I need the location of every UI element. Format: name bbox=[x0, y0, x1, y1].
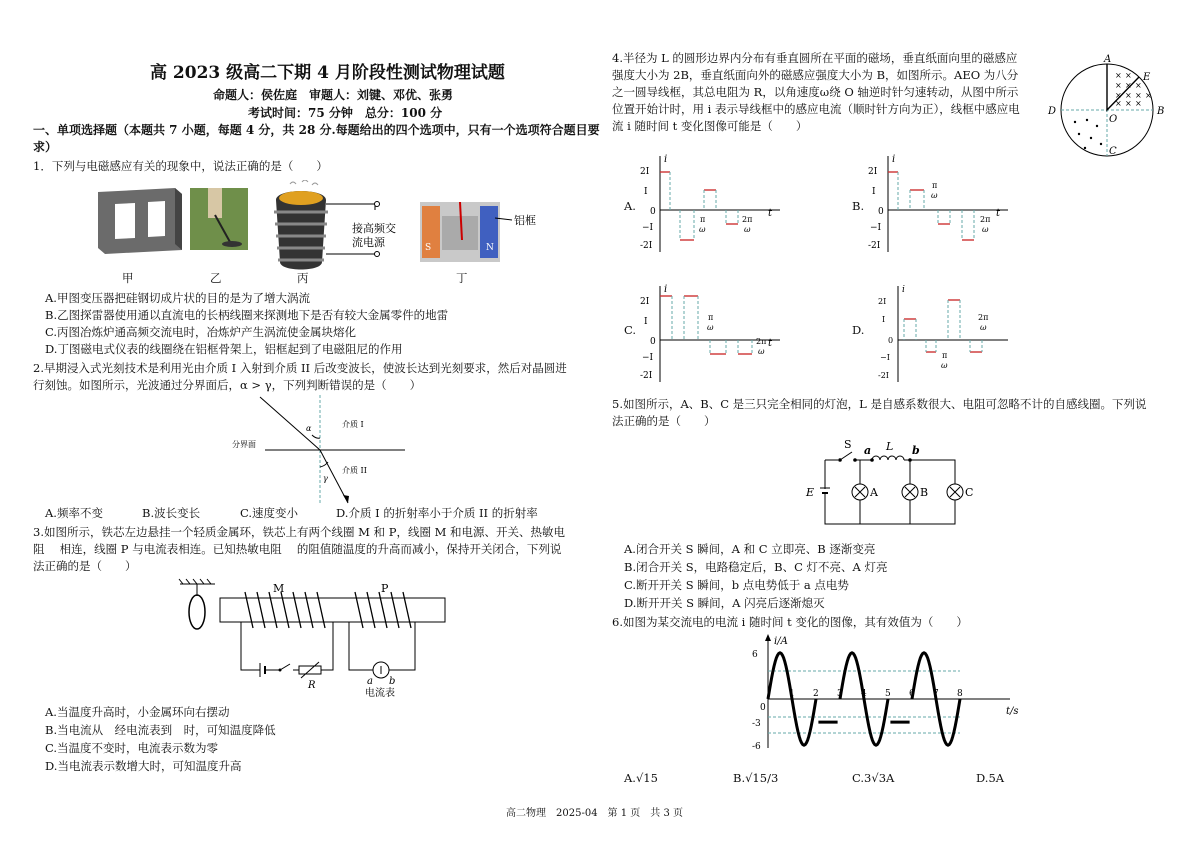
section-heading: 一、单项选择题（本题共 7 小题，每题 4 分，共 28 分.每题给出的四个选项中，只有一个选项符合题目要 bbox=[33, 123, 600, 137]
ammeter-label: 电流表 bbox=[365, 688, 395, 699]
q6-xtick: 4 bbox=[861, 689, 867, 699]
lamp-b bbox=[902, 484, 918, 500]
section-heading-cont: 求） bbox=[33, 140, 58, 154]
lamp-a-label: A bbox=[870, 486, 878, 499]
q4-stem-3: 之一圆导线框，其总电阻为 R，以角速度ω绕 O 轴逆时针匀速转动，从图中所示 bbox=[612, 85, 1019, 99]
node-a-label: a bbox=[864, 444, 872, 457]
authors-line: 命题人：侯佐庭 审题人：刘键、邓优、张勇 bbox=[213, 88, 454, 102]
inductor-label: L bbox=[886, 440, 894, 453]
svg-text:−I: −I bbox=[880, 353, 890, 362]
q6-ytick: -3 bbox=[752, 719, 761, 730]
q2-option-d: D.介质 I 的折射率小于介质 II 的折射率 bbox=[336, 506, 538, 520]
q6-xtick: 1 bbox=[789, 689, 795, 699]
q4-option-d-label: D. bbox=[852, 323, 865, 337]
svg-text:2π: 2π bbox=[978, 313, 989, 322]
q1-stem: 1．下列与电磁感应有关的现象中，说法正确的是（ ） bbox=[33, 159, 328, 173]
q4-stem-2: 强度大小为 2B，垂直纸面向外的磁感应强度大小为 B，如图所示。AEO 为八分 bbox=[612, 68, 1019, 82]
q5-option-a: A.闭合开关 S 瞬间，A 和 C 立即亮、B 逐渐变亮 bbox=[624, 542, 876, 556]
ammeter-terminal-a: a bbox=[367, 676, 373, 687]
svg-text:×: × bbox=[1115, 71, 1122, 80]
svg-text:I: I bbox=[872, 187, 876, 197]
q1-option-a: A.甲图变压器把硅钢切成片状的目的是为了增大涡流 bbox=[45, 291, 310, 305]
q5-stem-2: 法正确的是（ ） bbox=[612, 414, 716, 428]
q6-xtick: 3 bbox=[837, 689, 843, 699]
svg-text:ω: ω bbox=[982, 225, 989, 234]
svg-text:π: π bbox=[708, 313, 714, 322]
q5-option-b: B.闭合开关 S，电路稳定后，B、C 灯不亮、A 灯亮 bbox=[624, 560, 888, 574]
q6-option-c: C.3√3A bbox=[852, 771, 895, 785]
svg-text:ω: ω bbox=[941, 361, 948, 370]
svg-text:2π: 2π bbox=[742, 215, 753, 224]
svg-text:2I: 2I bbox=[868, 167, 878, 177]
svg-text:S: S bbox=[425, 243, 432, 253]
q3-option-b: B.当电流从 经电流表到 时，可知温度降低 bbox=[45, 723, 276, 737]
q1-label-ding: 丁 bbox=[456, 271, 468, 285]
furnace-label-2: 流电源 bbox=[352, 236, 385, 249]
svg-text:t: t bbox=[768, 338, 773, 349]
circle-label-b: B bbox=[1157, 106, 1165, 117]
svg-text:t: t bbox=[768, 208, 773, 219]
q6-option-a: A.√15 bbox=[624, 771, 658, 785]
q6-option-d: D.5A bbox=[976, 771, 1005, 785]
galvanometer-image bbox=[420, 202, 512, 262]
lamp-a bbox=[852, 484, 868, 500]
mine-detector-image bbox=[190, 188, 248, 250]
q1-option-d: D.丁图磁电式仪表的线圈绕在铝框骨架上，铝框起到了电磁阻尼的作用 bbox=[45, 342, 403, 356]
svg-text:×: × bbox=[1115, 99, 1122, 108]
q5-stem-1: 5.如图所示，A、B、C 是三只完全相同的灯泡，L 是自感系数很大、电阻可忽略不计的自感线圈。下列说 bbox=[612, 397, 1147, 411]
lamp-b-label: B bbox=[920, 486, 929, 499]
svg-text:−I: −I bbox=[642, 223, 654, 233]
q6-xtick: 8 bbox=[957, 689, 963, 699]
svg-text:-2I: -2I bbox=[640, 371, 653, 381]
q3-circuit-figure bbox=[175, 578, 455, 700]
svg-text:-2I: -2I bbox=[878, 371, 889, 380]
q3-option-d: D.当电流表示数增大时，可知温度升高 bbox=[45, 759, 242, 773]
svg-text:I: I bbox=[882, 315, 886, 324]
q6-stem: 6.如图为某交流电的电流 i 随时间 t 变化的图像，其有效值为（ ） bbox=[612, 615, 968, 629]
svg-text:×: × bbox=[1125, 99, 1132, 108]
q3-stem-2: 阻 相连，线圈 P 与电流表相连。已知热敏电阻 的阻值随温度的升高而减小，保持开关闭合，下列说 bbox=[33, 542, 562, 556]
switch-label: S bbox=[844, 438, 852, 451]
q4-option-c-label: C. bbox=[624, 323, 637, 337]
svg-text:2π: 2π bbox=[980, 215, 991, 224]
page-footer: 高二物理 2025-04 第 1 页 共 3 页 bbox=[506, 808, 683, 819]
q5-circuit-figure bbox=[800, 432, 980, 532]
q2-refraction-figure bbox=[230, 395, 410, 505]
svg-text:i: i bbox=[902, 285, 905, 295]
q2-option-a: A.频率不变 bbox=[45, 506, 103, 520]
q4-option-b-label: B. bbox=[852, 199, 865, 213]
q2-option-b: B.波长变长 bbox=[142, 506, 201, 520]
svg-text:×: × bbox=[1135, 81, 1142, 90]
aluminum-frame-label: 铝框 bbox=[514, 214, 536, 227]
emf-label: E bbox=[806, 486, 815, 499]
q3-option-c: C.当温度不变时，电流表示数为零 bbox=[45, 741, 219, 755]
q1-option-c: C.丙图冶炼炉通高频交流电时，冶炼炉产生涡流使金属块熔化 bbox=[45, 325, 357, 339]
circle-label-e: E bbox=[1143, 72, 1151, 83]
q6-ytick: 6 bbox=[752, 649, 758, 660]
q6-option-b: B.√15/3 bbox=[733, 771, 779, 785]
node-b-label: b bbox=[912, 444, 920, 457]
q4-stem-4: 位置开始计时，用 i 表示导线框中的感应电流（顺时针方向为正），线框中感应电 bbox=[612, 102, 1020, 116]
q4-option-a-label: A. bbox=[624, 199, 636, 213]
q1-figures-svg bbox=[90, 180, 570, 285]
q4-stem-1: 4.半径为 L 的圆形边界内分布有垂直圆所在平面的磁场，垂直纸面向里的磁感应 bbox=[612, 51, 1018, 65]
q6-xlabel: t/s bbox=[1006, 706, 1019, 717]
svg-text:0: 0 bbox=[650, 337, 656, 347]
q1-label-yi: 乙 bbox=[210, 271, 222, 285]
q4-graph-b bbox=[868, 152, 1018, 256]
svg-text:0: 0 bbox=[878, 207, 884, 217]
q1-label-jia: 甲 bbox=[122, 271, 134, 285]
svg-text:ω: ω bbox=[707, 323, 714, 332]
svg-text:i: i bbox=[892, 154, 896, 165]
svg-text:×: × bbox=[1115, 91, 1122, 100]
svg-text:ω: ω bbox=[980, 323, 987, 332]
q4-graph-a bbox=[640, 152, 790, 256]
circle-label-o: O bbox=[1109, 114, 1118, 125]
q1-option-b: B.乙图探雷器使用通以直流电的长柄线圈来探测地下是否有较大金属零件的地雷 bbox=[45, 308, 449, 322]
exam-info-line: 考试时间：75 分钟 总分：100 分 bbox=[248, 106, 443, 120]
svg-text:I: I bbox=[644, 187, 648, 197]
svg-text:N: N bbox=[486, 243, 494, 253]
lamp-c bbox=[947, 484, 963, 500]
svg-text:-2I: -2I bbox=[868, 241, 881, 251]
q6-ac-graph bbox=[748, 632, 1028, 752]
lamp-c-label: C bbox=[965, 486, 974, 499]
ammeter-terminal-b: b bbox=[389, 676, 396, 687]
q4-stem-5: 流 i 随时间 t 变化图像可能是（ ） bbox=[612, 119, 808, 133]
svg-text:π: π bbox=[942, 351, 948, 360]
furnace-label-1: 接高频交 bbox=[352, 222, 396, 235]
boundary-label: 分界面 bbox=[232, 440, 256, 449]
thermistor-label: R bbox=[308, 680, 316, 691]
q4-graph-c bbox=[640, 282, 790, 386]
q5-option-d: D.断开开关 S 瞬间，A 闪亮后逐渐熄灭 bbox=[624, 596, 825, 610]
q6-ytick: -6 bbox=[752, 742, 761, 752]
page-title: 高 2023 级高二下期 4 月阶段性测试物理试题 bbox=[150, 63, 505, 83]
q6-origin: 0 bbox=[760, 703, 766, 713]
circle-label-a: A bbox=[1104, 54, 1112, 65]
q6-ylabel: i/A bbox=[774, 636, 788, 647]
svg-text:×: × bbox=[1135, 99, 1142, 108]
svg-text:2π: 2π bbox=[756, 337, 767, 346]
svg-text:−I: −I bbox=[642, 353, 654, 363]
alpha-label: α bbox=[306, 424, 312, 433]
q6-xtick: 2 bbox=[813, 689, 819, 699]
metal-ring bbox=[189, 595, 205, 629]
svg-text:ω: ω bbox=[931, 191, 938, 200]
svg-text:−I: −I bbox=[870, 223, 882, 233]
svg-text:×: × bbox=[1115, 81, 1122, 90]
svg-text:×: × bbox=[1145, 91, 1152, 100]
svg-text:×: × bbox=[1125, 71, 1132, 80]
svg-text:π: π bbox=[700, 215, 706, 224]
q3-stem-3: 法正确的是（ ） bbox=[33, 559, 137, 573]
q2-stem-2: 行刻蚀。如图所示，光波通过分界面后，α > γ，下列判断错误的是（ ） bbox=[33, 378, 422, 392]
coil-m-label: M bbox=[273, 582, 285, 595]
q4-graph-d bbox=[878, 282, 1018, 386]
svg-text:ω: ω bbox=[744, 225, 751, 234]
circle-label-c: C bbox=[1109, 146, 1117, 157]
svg-text:i: i bbox=[664, 284, 668, 295]
q5-option-c: C.断开开关 S 瞬间，b 点电势低于 a 点电势 bbox=[624, 578, 849, 592]
svg-text:i: i bbox=[664, 154, 668, 165]
iron-core bbox=[220, 598, 445, 622]
svg-text:-2I: -2I bbox=[640, 241, 653, 251]
transformer-core-image bbox=[98, 188, 182, 254]
svg-text:×: × bbox=[1125, 91, 1132, 100]
svg-text:2I: 2I bbox=[640, 297, 650, 307]
svg-text:×: × bbox=[1135, 91, 1142, 100]
q4-field-circle bbox=[1045, 52, 1170, 160]
svg-text:2I: 2I bbox=[878, 297, 887, 306]
svg-text:2I: 2I bbox=[640, 167, 650, 177]
svg-text:π: π bbox=[932, 181, 938, 190]
svg-text:ω: ω bbox=[758, 347, 765, 356]
svg-text:ω: ω bbox=[699, 225, 706, 234]
circle-label-d: D bbox=[1048, 106, 1057, 117]
svg-text:0: 0 bbox=[650, 207, 656, 217]
q3-option-a: A.当温度升高时，小金属环向右摆动 bbox=[45, 705, 230, 719]
q2-stem-1: 2.早期浸入式光刻技术是利用光由介质 I 入射到介质 II 后改变波长，使波长达到光刻要求，然后对晶圆进 bbox=[33, 361, 567, 375]
medium-2-label: 介质 II bbox=[342, 466, 367, 475]
q6-xtick: 6 bbox=[909, 689, 915, 699]
gamma-label: γ bbox=[323, 474, 328, 483]
svg-text:t: t bbox=[996, 208, 1001, 219]
coil-p-label: P bbox=[381, 582, 389, 595]
q1-figures bbox=[90, 180, 570, 285]
svg-text:0: 0 bbox=[888, 336, 894, 345]
svg-text:×: × bbox=[1125, 81, 1132, 90]
q1-label-bing: 丙 bbox=[297, 271, 309, 285]
q2-option-c: C.速度变小 bbox=[240, 506, 299, 520]
q6-xtick: 7 bbox=[933, 689, 939, 699]
q3-stem-1: 3.如图所示，铁芯左边悬挂一个轻质金属环，铁芯上有两个线圈 M 和 P，线圈 M 和电源、开关、热敏电 bbox=[33, 525, 566, 539]
svg-text:I: I bbox=[644, 317, 648, 327]
q6-xtick: 5 bbox=[885, 689, 891, 699]
medium-1-label: 介质 I bbox=[342, 420, 364, 429]
